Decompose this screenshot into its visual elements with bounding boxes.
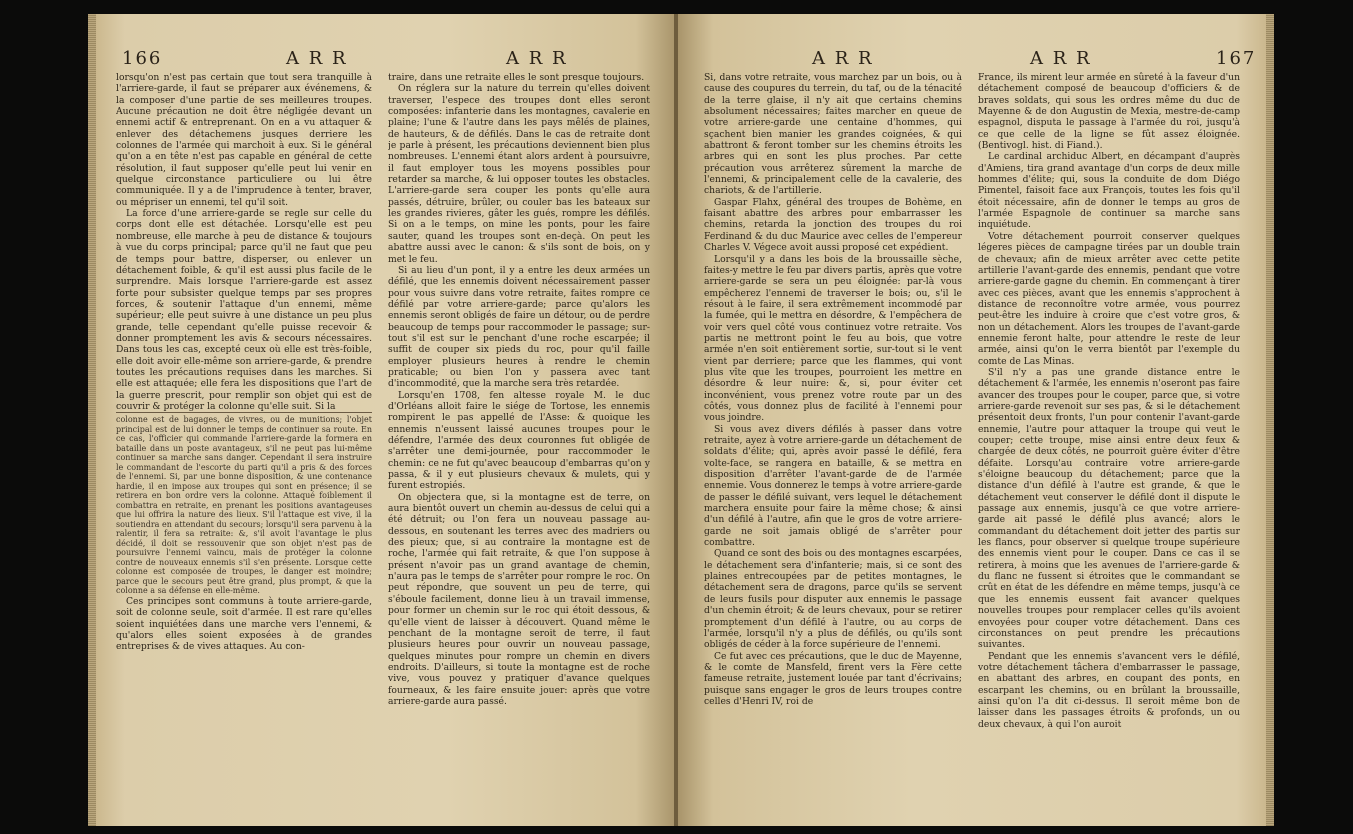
- paragraph: traire, dans une retraite elles le sont presque toujours.: [388, 72, 645, 83]
- paragraph: S'il n'y a pas une grande distance entre le détachement & l'armée, les ennemis n'oseront pas faire avancer des troupes pour le couper, parce que, si votre arriere-garde revenoit sur ses pas, & si le détachement présentoit deux fronts, l'un pour contenir l'avant-garde ennemie, l'autre pour attaquer la troupe qui veut le couper; cette troupe, mise ainsi entre deux feux & chargée de deux côtés, ne pourroit guère éviter d'être défaite. Lorsqu'au contraire votre arriere-garde s'éloigne beaucoup du détachement; parce que la distance d'un défilé à l'autre est grande, & que le détachement veut conserver le défilé dont il dispute le passage aux ennemis, jusqu'à ce que votre arriere-garde ait passé le défilé plus avancé; alors le commandant du détachement doit jetter des partis sur les flancs, pour observer si quelque troupe supérieure des ennemis vient pour le couper. Dans ce cas il se retirera, à moins que les avenues de l'arriere-garde & du flanc ne fussent si étroites que le commandant se crût en état de les défendre en même temps, jusqu'à ce que les ennemis eussent fait avancer quelques nouvelles troupes pour remplacer celles qu'ils avoient envoyées pour couper votre détachement. Dans ces circonstances on peut prendre les précautions suivantes.: [978, 366, 1240, 651]
- right-page-column-1: [704, 72, 962, 812]
- right-page-column-2: [978, 72, 1240, 812]
- paragraph: On objectera que, si la montagne est de terre, on aura bientôt ouvert un chemin au-dessus de celui qui a été détruit; ou l'on fera un nouveau passage au-dessous, en soutenant les terres avec des madriers ou des pieux; que, si au contraire la montagne est de roche, l'armée qui fait retraite, & que l'on suppose à présent n'avoir pas un grand avantage de chemin, n'aura pas le temps de s'arrêter pour rompre le roc. On peut répondre, que souvent un peu de terre, qui s'éboule facilement, donne lieu à un travail immense, pour former un chemin sur le roc qui étoit dessous, & qu'elle vient de laisser à découvert. Quand même le penchant de la montagne seroit de terre, il faut plusieurs heures pour ouvrir un nouveau passage, quelques minutes pour rompre un chemin en divers endroits. D'ailleurs, si toute la montagne est de roche vive, vous pouvez y pratiquer d'avance quelques fourneaux, & les faire ensuite jouer: après que votre arriere-garde aura passé.: [388, 491, 650, 707]
- left-page-column-2: [388, 72, 650, 812]
- paragraph: Lorsqu'en 1708, fen altesse royale M. le duc d'Orléans alloit faire le siége de Tortose, les ennemis rompirent le pas appellé de l'Asse: & quoique les ennemis n'eussent laissé aucunes troupes pour le défendre, l'armée des deux couronnes fut obligée de s'arrêter une demi-journée, pour raccommoder le chemin: ce ne fut qu'avec beaucoup d'embarras qu'on y passa, & il y eut plusieurs chevaux & mulets, qui y furent estropiés.: [388, 389, 650, 492]
- paragraph: Si vous avez divers défilés à passer dans votre retraite, ayez à votre arriere-garde un détachement de soldats d'élite; qui, après avoir passé le défilé, fera volte-face, se rangera en bataille, & se mettra en disposition d'arrêter l'avant-garde de de l'armée ennemie. Vous donnerez le temps à votre arriere-garde de passer le défilé suivant, vers lequel le détachement marchera ensuite pour faire la même chose; & ainsi d'un défilé à l'autre, afin que le gros de votre arriere-garde ne soit jamais obligé de s'arrêter pour combattre.: [704, 423, 962, 549]
- paragraph: Si au lieu d'un pont, il y a entre les deux armées un défilé, que les ennemis doivent nécessairement passer pour vous suivre dans votre retraite, faites rompre ce défilé par votre arriere-garde; parce qu'alors les ennemis seront obligés de faire un détour, ou de perdre beaucoup de temps pour raccommoder le passage; sur-tout s'il est sur le penchant d'une roche escarpée; il suffit de couper six pieds du roc, pour qu'il faille employer plusieurs heures à rendre le chemin praticable; ou bien l'on y passera avec tant d'incommodité, que la marche sera très retardée.: [388, 264, 650, 390]
- paragraph: Ce fut avec ces précautions, que le duc de Mayenne, & le comte de Mansfeld, firent vers la Fère cette fameuse retraite, justement louée par tant d'écrivains; puisque sans engager le gros de leurs troupes contre celles d'Henri IV, roi de: [704, 650, 962, 707]
- paragraph: France, ils mirent leur armée en sûreté à la faveur d'un détachement composé de beaucoup d'officiers & de braves soldats, qui sous les ordres même du duc de Mayenne & de don Augustin de Mexia, mestre-de-camp espagnol, disputa le passage à l'armée du roi, jusqu'à ce que celle de la ligne se fût assez éloignée. (Bentivogl. hist. di Fiand.).: [978, 72, 1240, 152]
- paragraph: Pendant que les ennemis s'avancent vers le défilé, votre détachement tâchera d'embarrasser le passage, en abattant des arbres, en coupant des ponts, en escarpant les chemins, ou en brûlant la broussaille, ainsi qu'on l'a dit ci-dessus. Il seroit même bon de laisser dans les passages étroits & profonds, un ou deux chevaux, à qui l'on auroit: [978, 650, 1240, 730]
- paragraph: Le cardinal archiduc Albert, en décampant d'auprès d'Amiens, tira grand avantage d'un corps de deux mille hommes d'élite; qui, sous la conduite de dom Diégo Pimentel, faisoit face aux François, toutes les fois qu'il étoit nécessaire, afin de donner le temps au gros de l'armée Espagnole de continuer sa marche sans inquiétude.: [978, 151, 1240, 231]
- left-page-column-1: [116, 72, 372, 812]
- running-head-right-center: A R R: [812, 48, 874, 69]
- page-number-right: 167: [1216, 48, 1257, 69]
- running-head-left-center: A R R: [506, 48, 568, 69]
- paragraph: Gaspar Flahx, général des troupes de Bohème, en faisant abattre des arbres pour embarrasser les chemins, retarda la jonction des troupes du roi Ferdinand & du duc Maurice avec celles de l'empereur Charles V. Végece avoit aussi proposé cet expédient.: [704, 196, 962, 254]
- paragraph: Quand ce sont des bois ou des montagnes escarpées, le détachement sera d'infanterie; mais, si ce sont des plaines entrecoupées par de petites montagnes, le détachement sera de dragons, parce qu'ils se servent de leurs fusils pour disputer aux ennemis le passage d'un chemin étroit; & de leurs chevaux, pour se retirer promptement d'un défilé à l'autre, ou au corps de l'armée, lorsqu'il n'y a plus de défilés, ou qu'ils sont obligés de céder à la force supérieure de l'ennemi.: [704, 548, 962, 651]
- page-edge-right: [1266, 14, 1274, 826]
- paragraph: Lorsqu'il y a dans les bois de la broussaille sèche, faites-y mettre le feu par divers partis, après que votre arriere-garde se sera un peu éloignée: par-là vous empêcherez l'ennemi de traverser le bois; ou, s'il le résout à le faire, il sera extrêmement incommodé par la fumée, qui le mettra en désordre, & l'empêchera de voir vers quel côté vous continuez votre retraite. Vos partis ne mettront point le feu au bois, que votre armée n'en soit entièrement sortie, sur-tout si le vent vient par derriere; parce que les flammes, qui vont plus vîte que les troupes, pourroient les mettre en désordre & leur nuire: &, si, pour éviter cet inconvénient, vous prenez votre route par un des côtés, vous donnez plus de facilité à l'ennemi pour vous joindre.: [704, 253, 962, 424]
- paragraph: On réglera sur la nature du terrein qu'elles doivent traverser, l'espece des troupes dont elles seront composées: infanterie dans les montagnes, cavalerie en plaine; l'une & l'autre dans les pays mêlés de plaines, de hauteurs, & de défilés. Dans le cas de retraite dont je parle à présent, les précautions deviennent bien plus nombreuses. L'ennemi étant alors ardent à poursuivre, il faut employer tous les moyens possibles pour retarder sa marche, & lui opposer toutes les obstacles. L'arriere-garde sera couper les ponts qu'elle aura passés, détruire, brûler, ou couler bas les bateaux sur les grandes rivieres, gâter les gués, rompre les défilés. Si on a le temps, on mine les ponts, pour les faire sauter, quand les troupes sont en-deçà. On peut les abattre aussi avec le canon: & s'ils sont de bois, on y met le feu.: [388, 83, 650, 265]
- right-page: [678, 14, 1266, 826]
- open-book: [96, 14, 1266, 826]
- left-page: [96, 14, 676, 826]
- footnote: colonne est de bagages, de vivres, ou de munitions; l'objet principal est de lui donner le temps de continuer sa route. En ce cas, l'officier qui commande l'arriere-garde la formera en bataille dans un poste avantageux, s'il ne peut pas lui-même continuer sa marche sans danger. Cependant il sera instruire le commandant de l'escorte du parti qu'il a pris & des forces de l'ennemi. Si, par une bonne disposition, & une contenance hardie, il en impose aux troupes qui sont en présence; il se retirera en bon ordre vers la colonne. Attaqué foiblement il combattra en retraite, en prenant les positions avantageuses que lui offrira la nature des lieux. S'il l'attaque est vive, il la soutiendra en attendant du secours; lorsqu'il sera parvenu à la ralentir, il fera sa retraite: &, s'il avoit l'avantage le plus décidé, il doit se ressouvenir que son objet n'est pas de poursuivre l'ennemi vaincu, mais de protéger la colonne contre de nouveaux ennemis s'il s'en présente. Lorsque cette colonne est composée de troupes, le danger est moindre; parce que le secours peut être grand, plus prompt, & que la colonne a sa défense en elle-même.: [116, 412, 372, 596]
- running-head-right-outer: A R R: [1030, 48, 1092, 69]
- page-number-left: 166: [122, 48, 163, 69]
- paragraph: lorsqu'on n'est pas certain que tout sera tranquille à l'arriere-garde, il faut se préparer aux événemens, & la composer d'une partie de ses meilleures troupes. Aucune précaution ne doit être négligée devant un ennemi actif & entreprenant. On en a vu attaquer & enlever des détachemens jusques derriere les colonnes de l'armée qui marchoit à eux. Si le général qu'on a en tête n'est pas capable en général de cette résolution, il faut supposer qu'elle peut lui venir en quelque circonstance particuliere ou lui être communiquée. Il y a de l'imprudence à tenter, braver, ou mépriser un ennemi, tel qu'il soit.: [116, 72, 372, 208]
- paragraph: La force d'une arriere-garde se regle sur celle du corps dont elle est détachée. Lorsqu'elle est peu nombreuse, elle marche à peu de distance & toujours à vue du corps principal; parce qu'il ne faut que peu de temps pour battre, disperser, ou enlever un détachement foible, & qu'il est aussi plus facile de le surprendre. Mais lorsque l'arriere-garde est assez forte pour subsister quelque temps par ses propres forces, & soutenir l'attaque d'un ennemi, même supérieur; elle peut suivre à une distance un peu plus grande, telle cependant qu'elle puisse recevoir & donner promptement les avis & secours nécessaires. Dans tous les cas, excepté ceux où elle est très-foible, elle doit avoir elle-même son arriere-garde, & prendre toutes les précautions requises dans les marches. Si elle est attaquée; elle fera les dispositions que l'art de la guerre prescrit, pour remplir son objet qui est de couvrir & protéger la colonne qu'elle suit. Si la: [116, 208, 372, 412]
- paragraph: Ces principes sont communs à toute arriere-garde, soit de colonne seule, soit d'armée. Il est rare qu'elles soient inquiétées dans une marche vers l'ennemi, & qu'alors elles soient exposées à de grandes entreprises & de vives attaques. Au con-: [116, 595, 372, 653]
- paragraph: Votre détachement pourroit conserver quelques légeres pièces de campagne tirées par un double train de chevaux; afin de mieux arrêter avec cette petite artillerie l'avant-garde des ennemis, pendant que votre arriere-garde gagne du chemin. En commençant à tirer avec ces pièces, avant que les ennemis s'approchent à distance de reconnoître votre armée, vous pourrez peut-être les induire à croire que c'est votre gros, & non un détachement. Alors les troupes de l'avant-garde ennemie feront halte, pour attendre le reste de leur armée, ainsi qu'on le verra bientôt par l'exemple du comte de Las Minas.: [978, 230, 1240, 367]
- paragraph: Si, dans votre retraite, vous marchez par un bois, ou à cause des coupures du terrein, du taf, ou de la ténacité de la terre glaise, il n'y ait que certains chemins absolument nécessaires; faites marcher en queue de votre arriere-garde une centaine d'hommes, qui sçachent bien manier les grandes coignées, & qui abattront & feront tomber sur les chemins étroits les arbres qui en sont les plus proches. Par cette précaution vous arrêterez sûrement la marche de l'ennemi, & principalement celle de la cavalerie, des chariots, & de l'artillerie.: [704, 72, 962, 197]
- page-edge-left: [88, 14, 96, 826]
- running-head-left-outer: A R R: [286, 48, 348, 69]
